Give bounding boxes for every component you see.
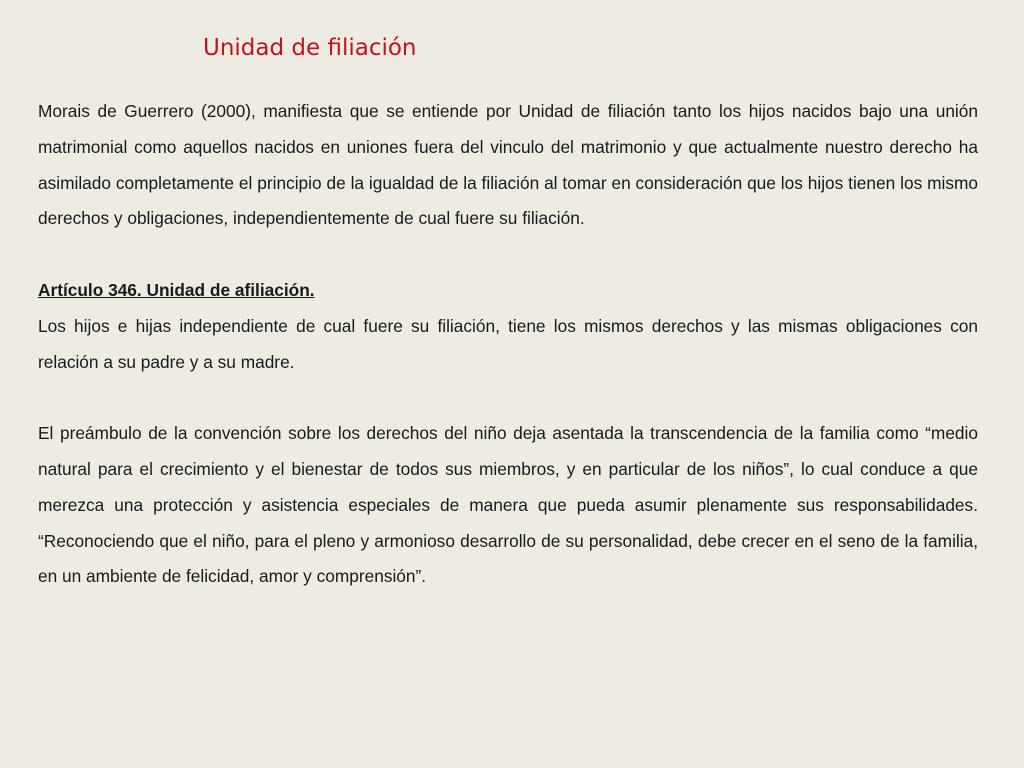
intro-paragraph: Morais de Guerrero (2000), manifiesta que se entiende por Unidad de filiación tanto los hijos nacidos bajo una unión matrimonial como aquellos nacidos en uniones fuera del vinculo del matrimonio y que actualmente nuestro derecho ha asimilado completamente el principio de la igualdad de la filiación al tomar en consideración que los hijos tienen los mismo derechos y obligaciones, independientemente de cual fuere su filiación. [38,101,978,229]
slide-content [38,94,978,595]
article-text: Los hijos e hijas independiente de cual fuere su filiación, tiene los mismos derechos y las mismas obligaciones con relación a su padre y a su madre. [38,315,978,372]
paragraph-spacer [38,237,978,273]
convention-paragraph: El preámbulo de la convención sobre los derechos del niño deja asentada la transcendencia de la familia como “medio natural para el crecimiento y el bienestar de todos sus miembros, y en particular de los niños”, lo cual conduce a que merezca una protección y asistencia especiales de manera que pueda asumir plenamente sus responsabilidades. “Reconociendo que el niño, para el pleno y armonioso desarrollo de su personalidad, debe crecer en el seno de la familia, en un ambiente de felicidad, amor y comprensión”. [38,423,978,587]
article-heading: Artículo 346. Unidad de afiliación. [38,279,315,300]
slide-title: Unidad de filiación [203,35,417,61]
paragraph-spacer [38,380,978,416]
